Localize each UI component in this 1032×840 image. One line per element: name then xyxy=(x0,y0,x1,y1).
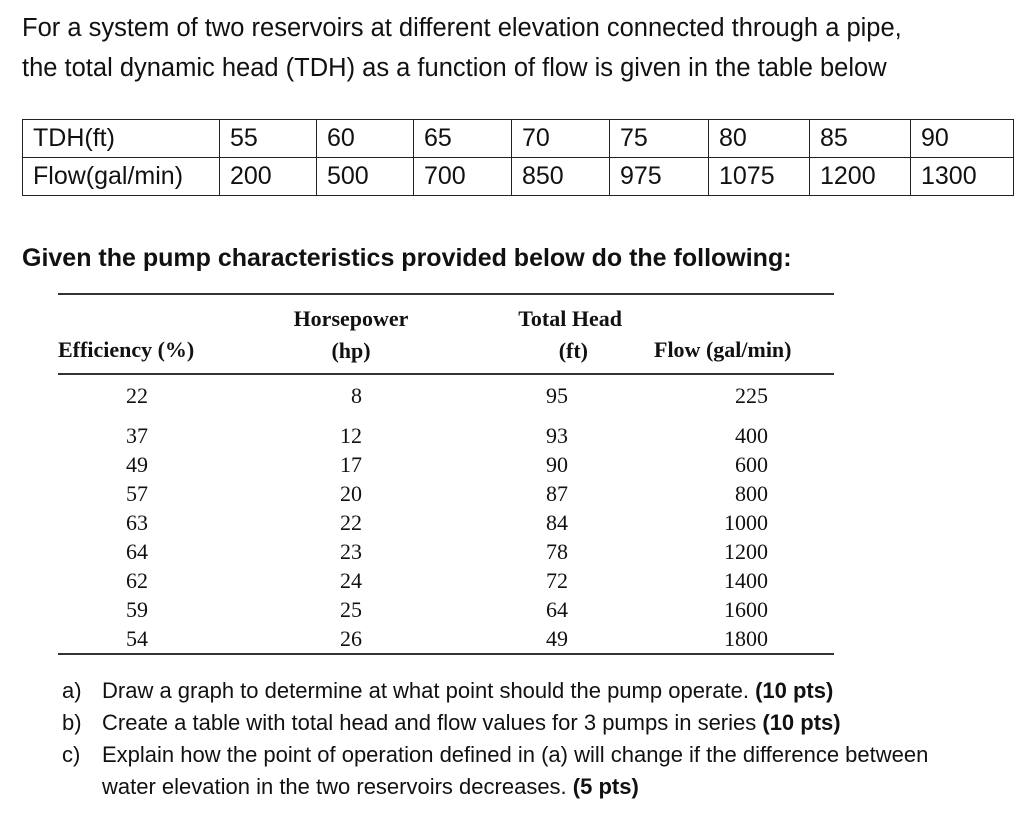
horsepower-cell: 23 xyxy=(340,539,362,564)
horsepower-header-line2: (hp) xyxy=(331,338,371,363)
horsepower-cell: 8 xyxy=(351,383,362,408)
table-bottom-rule xyxy=(58,653,834,655)
pump-heading: Given the pump characteristics provided below do the following: xyxy=(22,244,792,272)
question-text: Explain how the point of operation defined in (a) will change if the difference between water elevation in the two reservoirs decreases. xyxy=(102,742,929,799)
question-letter: c) xyxy=(62,742,81,767)
total-head-cell: 84 xyxy=(546,510,568,535)
table-top-rule xyxy=(58,293,834,295)
tdh-cell: 80 xyxy=(709,120,810,158)
question-item xyxy=(62,675,1022,707)
pump-characteristics-table xyxy=(58,293,834,655)
flow-cell: 200 xyxy=(220,158,317,196)
flow-value-cell: 1000 xyxy=(724,510,768,535)
total-head-cell: 87 xyxy=(546,481,568,506)
intro-line-1: For a system of two reservoirs at different elevation connected through a pipe, xyxy=(22,14,902,42)
total-head-cell: 93 xyxy=(546,423,568,448)
flow-value-cell: 225 xyxy=(735,383,768,408)
horsepower-cell: 26 xyxy=(340,626,362,651)
flow-header: Flow (gal/min) xyxy=(654,337,792,362)
flow-cell: 850 xyxy=(512,158,610,196)
horsepower-cell: 24 xyxy=(340,568,362,593)
flow-value-cell: 600 xyxy=(735,452,768,477)
tdh-cell: 75 xyxy=(610,120,709,158)
flow-value-cell: 1800 xyxy=(724,626,768,651)
horsepower-cell: 12 xyxy=(340,423,362,448)
total-head-cell: 72 xyxy=(546,568,568,593)
efficiency-cell: 64 xyxy=(126,539,148,564)
question-item xyxy=(62,739,1022,803)
flow-value-cell: 1200 xyxy=(724,539,768,564)
header-rule xyxy=(58,373,834,375)
efficiency-cell: 22 xyxy=(126,383,148,408)
flow-cell: 1300 xyxy=(911,158,1014,196)
total-head-header-line1: Total Head xyxy=(518,306,622,331)
horsepower-cell: 22 xyxy=(340,510,362,535)
question-points: (5 pts) xyxy=(572,774,639,799)
question-text: Create a table with total head and flow values for 3 pumps in series xyxy=(102,710,763,735)
total-head-cell: 64 xyxy=(546,597,568,622)
total-head-cell: 95 xyxy=(546,383,568,408)
flow-cell: 1075 xyxy=(709,158,810,196)
efficiency-cell: 63 xyxy=(126,510,148,535)
flow-value-cell: 1400 xyxy=(724,568,768,593)
total-head-cell: 90 xyxy=(546,452,568,477)
tdh-cell: 70 xyxy=(512,120,610,158)
flow-cell: 500 xyxy=(317,158,414,196)
question-item xyxy=(62,707,1022,739)
tdh-cell: 65 xyxy=(414,120,512,158)
efficiency-column xyxy=(98,381,148,653)
tdh-cell: 60 xyxy=(317,120,414,158)
efficiency-cell: 37 xyxy=(126,423,148,448)
problem-intro xyxy=(22,8,1022,88)
tdh-cell: 85 xyxy=(810,120,911,158)
flow-cell: 700 xyxy=(414,158,512,196)
flow-value-cell: 1600 xyxy=(724,597,768,622)
flow-column xyxy=(698,381,768,653)
question-points: (10 pts) xyxy=(762,710,841,735)
flow-row xyxy=(23,158,1014,196)
horsepower-column xyxy=(308,381,362,653)
flow-label: Flow(gal/min) xyxy=(23,158,220,196)
horsepower-header xyxy=(278,303,424,367)
tdh-label: TDH(ft) xyxy=(23,120,220,158)
question-letter: a) xyxy=(62,678,82,703)
tdh-cell: 55 xyxy=(220,120,317,158)
efficiency-cell: 54 xyxy=(126,626,148,651)
flow-value-cell: 400 xyxy=(735,423,768,448)
efficiency-header: Efficiency (%) xyxy=(58,337,195,362)
efficiency-cell: 59 xyxy=(126,597,148,622)
efficiency-cell: 49 xyxy=(126,452,148,477)
flow-value-cell: 800 xyxy=(735,481,768,506)
efficiency-cell: 57 xyxy=(126,481,148,506)
questions-list xyxy=(62,675,1022,803)
total-head-header xyxy=(478,303,622,367)
total-head-column xyxy=(518,381,568,653)
intro-line-2: the total dynamic head (TDH) as a function of flow is given in the table below xyxy=(22,54,887,82)
total-head-header-line2: (ft) xyxy=(558,338,588,363)
total-head-cell: 49 xyxy=(546,626,568,651)
question-letter: b) xyxy=(62,710,82,735)
system-curve-table xyxy=(22,119,1014,196)
horsepower-cell: 25 xyxy=(340,597,362,622)
question-text: Draw a graph to determine at what point should the pump operate. xyxy=(102,678,756,703)
horsepower-cell: 17 xyxy=(340,452,362,477)
flow-cell: 1200 xyxy=(810,158,911,196)
question-points: (10 pts) xyxy=(755,678,834,703)
horsepower-header-line1: Horsepower xyxy=(293,306,409,331)
tdh-cell: 90 xyxy=(911,120,1014,158)
efficiency-cell: 62 xyxy=(126,568,148,593)
tdh-row xyxy=(23,120,1014,158)
total-head-cell: 78 xyxy=(546,539,568,564)
flow-cell: 975 xyxy=(610,158,709,196)
horsepower-cell: 20 xyxy=(340,481,362,506)
